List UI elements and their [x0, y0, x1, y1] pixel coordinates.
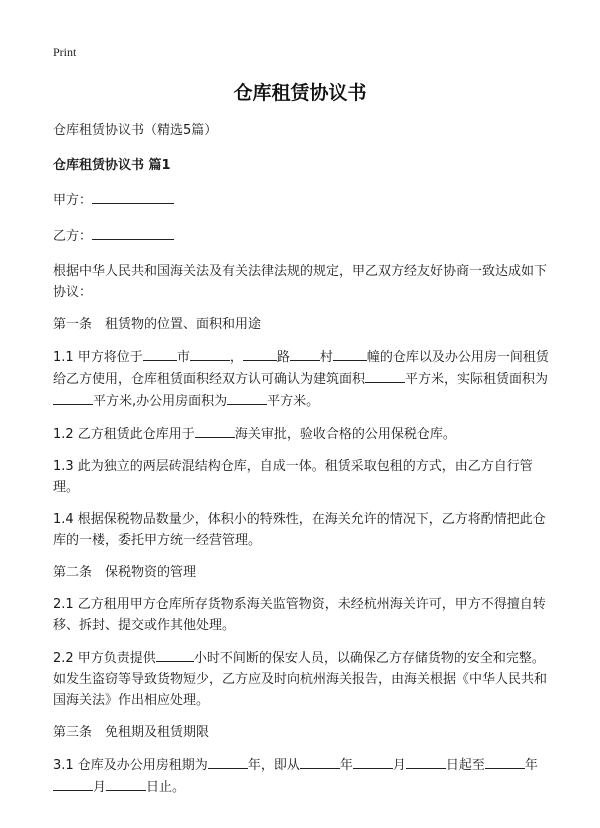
clause-text: 日止。: [146, 780, 186, 795]
document-title: 仓库租赁协议书: [233, 82, 367, 104]
clause-text: 村: [319, 350, 333, 365]
blank-field: [243, 346, 277, 361]
clause-text: 年: [339, 758, 353, 773]
document-subtitle: 仓库租赁协议书（精选5篇）: [53, 123, 218, 138]
clause-text: 平方米,办公用房面积为: [93, 394, 228, 409]
clause-text: 1.1 甲方将位于: [53, 350, 143, 365]
article-3-heading: 第三条 免租期及租赁期限: [53, 725, 210, 740]
party-a-label: 甲方：: [53, 193, 93, 208]
intro-paragraph: 根据中华人民共和国海关法及有关法律法规的规定，甲乙双方经友好协商一致达成如下协议：: [53, 264, 548, 300]
article-1-heading: 第一条 租赁物的位置、面积和用途: [53, 317, 262, 332]
article-2-heading: 第二条 保税物资的管理: [53, 565, 197, 580]
clause-text: 幢的仓库以及办公用房一间租赁给乙方使用，仓库租赁面积经双方认可确认为建筑面积: [53, 350, 549, 387]
clause-1-1: [53, 346, 553, 412]
clause-2-1: 2.1 乙方租用甲方仓库所存货物系海关监管物资，未经杭州海关许可，甲方不得擅自转移、拆封、提交或作其他处理。: [53, 597, 546, 633]
party-b-label: 乙方：: [53, 229, 93, 244]
clause-3-1: [53, 754, 553, 798]
party-b-line: [53, 225, 553, 247]
clause-text: 平方米。: [267, 394, 320, 409]
blank-field: [190, 346, 230, 361]
clause-text: 年，即从: [247, 758, 300, 773]
blank-field: [156, 647, 194, 662]
blank-field: [333, 346, 367, 361]
blank-field: [195, 423, 235, 438]
clause-text: 日起至: [445, 758, 485, 773]
blank-field: [485, 754, 525, 769]
clause-text: 月: [392, 758, 406, 773]
blank-field: [106, 776, 146, 791]
clause-2-2: [53, 647, 553, 711]
blank-field: [227, 390, 267, 405]
clause-text: 2.2 甲方负责提供: [53, 651, 156, 666]
clause-text: 市: [176, 350, 190, 365]
blank-field: [406, 754, 446, 769]
clause-text: 海关审批，验收合格的公用保税仓库。: [234, 427, 456, 442]
blank-field: [53, 776, 93, 791]
clause-1-4: 1.4 根据保税物品数量少，体积小的特殊性，在海关允许的情况下，乙方将酌情把此仓库的一楼，委托甲方统一经营管理。: [53, 512, 546, 548]
clause-1-2: [53, 423, 553, 445]
blank-field: [300, 754, 340, 769]
party-b-blank: [92, 225, 174, 240]
blank-field: [353, 754, 393, 769]
clause-1-3: 1.3 此为独立的两层砖混结构仓库，自成一体。租赁采取包租的方式，由乙方自行管理。: [53, 459, 533, 495]
blank-field: [290, 346, 320, 361]
clause-text: 月: [93, 780, 107, 795]
party-a-blank: [92, 189, 174, 204]
section-heading: 仓库租赁协议书 篇1: [53, 158, 171, 173]
blank-field: [143, 346, 177, 361]
clause-text: 3.1 仓库及办公用房租期为: [53, 758, 208, 773]
print-link[interactable]: Print: [53, 45, 77, 59]
clause-text: ，: [229, 350, 243, 365]
document-body: [53, 120, 553, 809]
clause-text: 小时不间断的保安人员，以确保乙方存储货物的安全和完整。如发生盗窃等导致货物短少，乙方应及时向杭州海关报告，由海关根据《中华人民共和国海关法》作出相应处理。: [53, 651, 548, 708]
blank-field: [53, 390, 93, 405]
blank-field: [208, 754, 248, 769]
clause-text: 路: [276, 350, 290, 365]
clause-text: 1.2 乙方租赁此仓库用于: [53, 427, 195, 442]
party-a-line: [53, 189, 553, 211]
clause-text: 年: [524, 758, 538, 773]
clause-text: 平方米，实际租赁面积为: [405, 372, 549, 387]
blank-field: [365, 368, 405, 383]
